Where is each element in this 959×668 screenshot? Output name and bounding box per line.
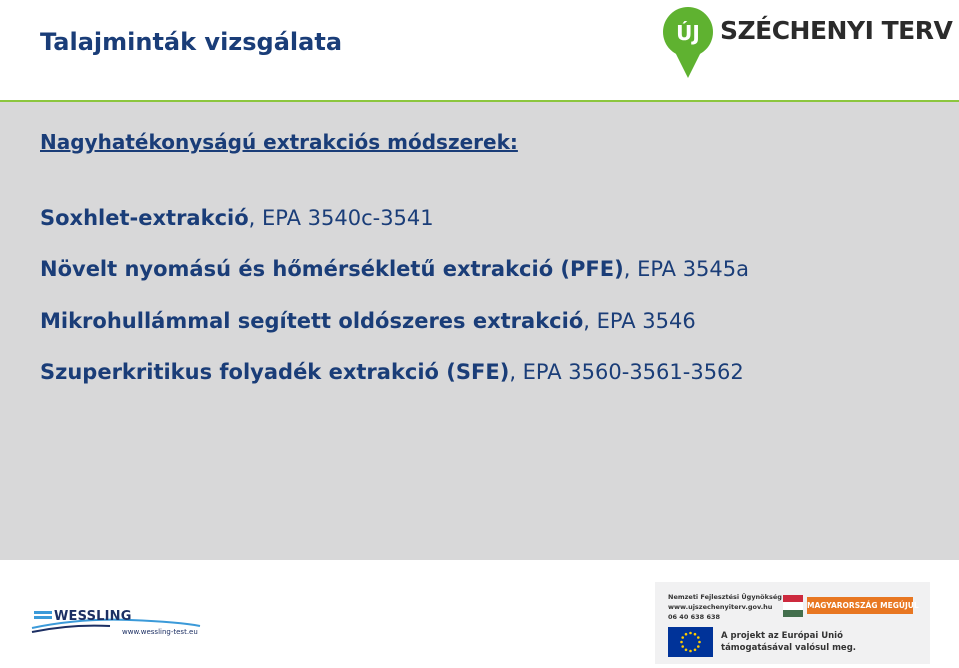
item-method: Mikrohullámmal segített oldószeres extrakció — [40, 309, 584, 333]
szechenyi-pin-icon — [660, 2, 720, 86]
nfu-name: Nemzeti Fejlesztési Ügynökség — [668, 593, 782, 601]
nfu-phone: 06 40 638 638 — [668, 613, 721, 621]
magyarorszag-megujul-badge: MAGYARORSZÁG MEGÚJUL — [807, 597, 913, 614]
list-item — [40, 257, 749, 281]
logo-text: SZÉCHENYI TERV — [720, 16, 953, 45]
slide-content — [0, 102, 959, 560]
nfu-eu-banner — [655, 582, 930, 664]
item-standard: , EPA 3540c-3541 — [248, 206, 434, 230]
footer — [0, 560, 959, 668]
page-title: Talajminták vizsgálata — [40, 28, 343, 56]
wessling-url: www.wessling-test.eu — [122, 628, 198, 636]
item-standard: , EPA 3560-3561-3562 — [509, 360, 744, 384]
list-item — [40, 360, 744, 384]
item-standard: , EPA 3546 — [583, 309, 696, 333]
eu-support-line1: A projekt az Európai Unió — [721, 631, 843, 641]
szechenyi-terv-logo — [660, 2, 953, 86]
item-method: Növelt nyomású és hőmérsékletű extrakció (PFE) — [40, 257, 624, 281]
logo-badge-text: ÚJ — [676, 21, 700, 45]
list-item — [40, 309, 696, 333]
eu-support-line2: támogatásával valósul meg. — [721, 643, 857, 653]
nfu-url: www.ujszechenyiterv.gov.hu — [668, 603, 773, 611]
hungarian-flag-icon — [783, 595, 803, 617]
eu-flag-icon — [668, 627, 713, 657]
item-method: Szuperkritikus folyadék extrakció (SFE) — [40, 360, 510, 384]
item-method: Soxhlet-extrakció — [40, 206, 249, 230]
wessling-name: WESSLING — [54, 609, 132, 624]
wessling-logo — [30, 604, 210, 644]
list-item — [40, 206, 434, 230]
section-subtitle: Nagyhatékonyságú extrakciós módszerek: — [40, 130, 518, 154]
item-standard: , EPA 3545a — [623, 257, 750, 281]
header — [0, 0, 959, 100]
